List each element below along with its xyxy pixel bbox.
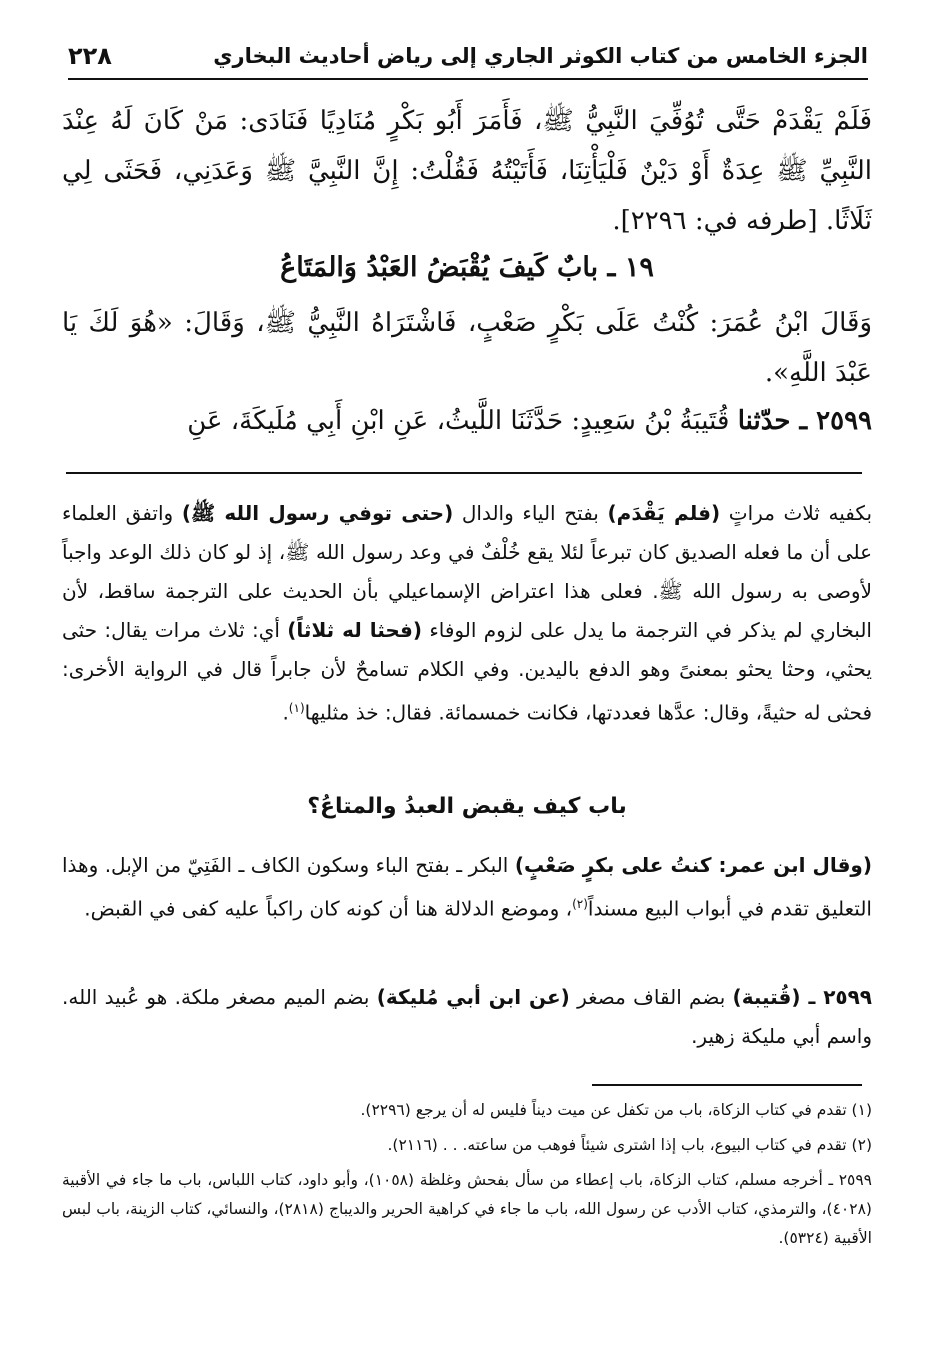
commentary-paragraph-3 bbox=[62, 978, 872, 1056]
hadith-2599 bbox=[62, 396, 872, 446]
commentary-text: بفتح الياء والدال bbox=[453, 501, 608, 525]
footnote-marker-1: (١) bbox=[288, 701, 305, 715]
commentary-text: بضم الميم مصغر ملكة. هو عُبيد الله. واسم أبي مليكة زهير. bbox=[62, 985, 872, 1048]
page-header bbox=[68, 34, 868, 80]
page-number: ٢٢٨ bbox=[68, 42, 112, 70]
hadith-continuation: فَلَمْ يَقْدَمْ حَتَّى تُوُفِّيَ النَّبِيُّ ﷺ، فَأَمَرَ أَبُو بَكْرٍ مُنَادِيًا فَنَادَى: مَنْ كَانَ لَهُ عِنْدَ النَّبِيِّ ﷺ عِدَةٌ أَوْ دَيْنٌ فَلْيَأْتِنَا، فَأَتَيْتُهُ فَقُلْتُ: إِنَّ النَّبِيَّ ﷺ وَعَدَنِي، فَحَثَى لِي ثَلَاثًا. [طرفه في: ٢٢٩٦]. bbox=[62, 106, 872, 236]
running-title: الجزء الخامس من كتاب الكوثر الجاري إلى رياض أحاديث البخاري bbox=[213, 44, 868, 68]
chapter-heading: ١٩ ـ بابٌ كَيفَ يُقْبَضُ العَبْدُ وَالمَتَاعُ bbox=[280, 252, 654, 283]
commentary-chapter-heading: باب كيف يقبض العبدُ والمتاعُ؟ bbox=[307, 794, 627, 819]
commentary-quote: (وقال ابن عمر: كنتُ على بكرٍ صَعْبٍ) bbox=[514, 853, 873, 877]
footnote-1: (١) تقدم في كتاب الزكاة، باب من تكفل عن ميت ديناً فليس له أن يرجع (٢٢٩٦). bbox=[360, 1101, 872, 1119]
commentary-quote: ٢٥٩٩ ـ (قُتيبة) bbox=[732, 985, 873, 1009]
chapter-text: وَقَالَ ابْنُ عُمَرَ: كُنْتُ عَلَى بَكْرٍ صَعْبٍ، فَاشْتَرَاهُ النَّبِيُّ ﷺ، وَقَالَ: «هُوَ لَكَ يَا عَبْدَ اللَّهِ». bbox=[62, 308, 872, 388]
commentary-text: البكر ـ بفتح الباء وسكون الكاف ـ الفَتِيّ من الإبل. وهذا التعليق تقدم في أبواب البيع مسنداً bbox=[62, 853, 872, 921]
commentary-paragraph-1: بكفيه ثلاث مراتٍ (فلم يَقْدَم) بفتح الياء والدال (حتى توفي رسول الله ﷺ) واتفق العلماء على أن ما فعله الصديق كان تبرعاً لئلا يقع خُلْفٌ في وعد رسول الله ﷺ، إذ لو كان ذلك الوعد واجباً لأوصى به رسول الله ﷺ. فعلى هذا اعتراض الإسماعيلي بأن الحديث على الترجمة ساقط، لأن البخاري لم يذكر في الترجمة ما يدل على لزوم الوفاء (فحثا له ثلاثاً) أي: ثلاث مرات يقال: حثى يحثي، وحثا يحثو بمعنىً وهو الدفع باليدين. وفي الكلام تسامحٌ لأن جابراً قال في الرواية الأخرى: فحثى له حثيةً، وقال: عدَّها فعددتها، فكانت خمسمائة. فقال: خذ مثليها$^{(١)}$. bbox=[62, 501, 873, 725]
hadith-number: ٢٥٩٩ ـ حدّثنا bbox=[737, 406, 872, 436]
footnote-marker-2: (٢) bbox=[572, 897, 588, 911]
commentary-text: بضم القاف مصغر bbox=[569, 985, 733, 1009]
commentary-quote: (فلم يَقْدَم) bbox=[607, 501, 721, 525]
hadith-isnad: قُتَيبَةُ بْنُ سَعِيدٍ: حَدَّثَنَا اللَّيثُ، عَنِ ابْنِ أَبِي مُلَيكَةَ، عَنِ bbox=[187, 406, 730, 436]
commentary-text: واتفق العلماء على أن ما فعله الصديق كان تبرعاً لئلا يقع خُلْفٌ في وعد رسول الله ﷺ، إذ لو كان ذلك الوعد واجباً لأوصى به رسول الله ﷺ. فعلى هذا اعتراض الإسماعيلي بأن الحديث على الترجمة ساقط، لأن البخاري لم يذكر في الترجمة ما يدل على لزوم الوفاء bbox=[62, 501, 872, 642]
commentary-text: أي: ثلاث مرات يقال: حثى يحثي، وحثا يحثو بمعنىً وهو الدفع باليدين. وفي الكلام تسامحٌ لأن جابراً قال في الرواية الأخرى: فحثى له حثيةً، وقال: عدَّها فعددتها، فكانت خمسمائة. فقال: خذ مثليها bbox=[62, 618, 872, 725]
commentary-text: ، وموضع الدلالة هنا أن كونه كان راكباً عليه كفى في القبض. bbox=[84, 896, 573, 921]
commentary-quote: (فحثا له ثلاثاً) bbox=[287, 618, 423, 642]
footnote-2: (٢) تقدم في كتاب البيوع، باب إذا اشترى شيئاً فوهب من ساعته. . . (٢١١٦). bbox=[387, 1136, 872, 1154]
commentary-paragraph-2 bbox=[62, 846, 872, 929]
text-commentary-divider bbox=[66, 472, 862, 474]
commentary-text: بكفيه ثلاث مراتٍ bbox=[720, 501, 873, 525]
footnote-takhrij: ٢٥٩٩ ـ أخرجه مسلم، كتاب الزكاة، باب إعطاء من سأل بفحش وغلظة (١٠٥٨)، وأبو داود، كتاب اللباس، باب ما جاء في الأقبية (٤٠٢٨)، والترمذي، كتاب الأدب عن رسول الله، باب ما جاء في كراهية الحرير والديباج (٢٨١٨)، والنسائي، كتاب الزينة، باب لبس الأقبية (٥٣٢٤). bbox=[62, 1171, 872, 1247]
footnote-divider bbox=[592, 1084, 862, 1086]
commentary-quote: (حتى توفي رسول الله ﷺ) bbox=[181, 501, 454, 525]
commentary-quote: (عن ابن أبي مُليكة) bbox=[376, 985, 570, 1009]
